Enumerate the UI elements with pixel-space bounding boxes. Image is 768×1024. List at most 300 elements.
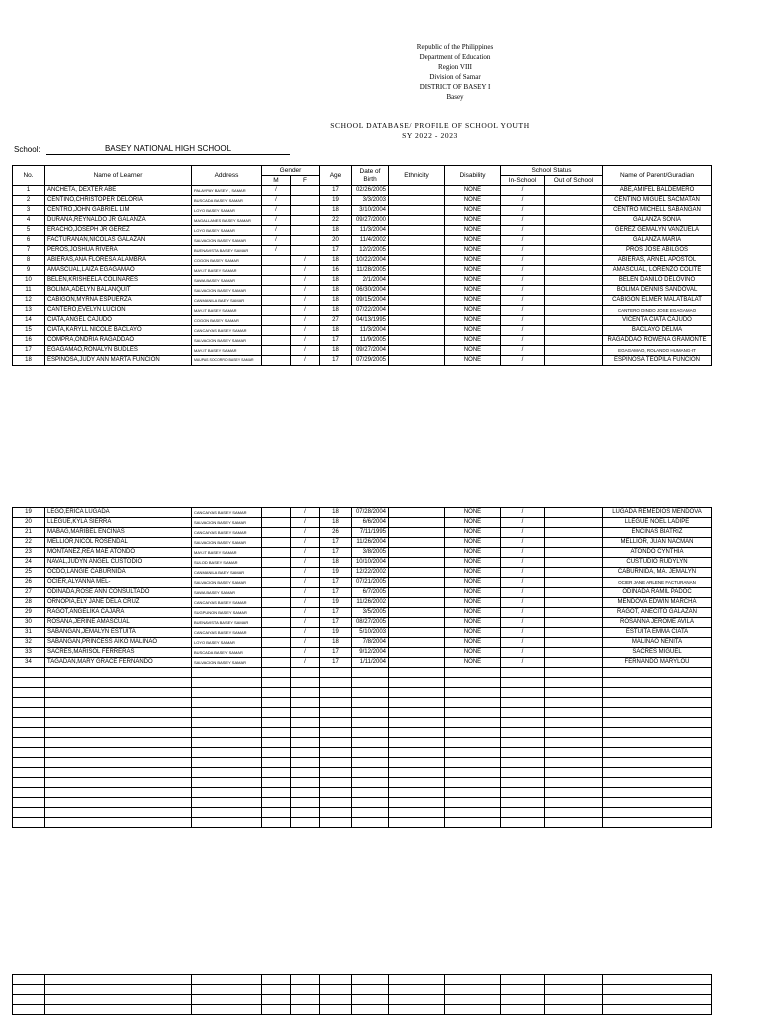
cell-f xyxy=(291,186,320,196)
cell-dis: NONE xyxy=(445,568,501,578)
empty-cell xyxy=(262,975,291,985)
empty-cell xyxy=(291,718,320,728)
cell-dis: NONE xyxy=(445,226,501,236)
cell-dis: NONE xyxy=(445,578,501,588)
cell-parent: CABIGON ELMER MALATBALAT xyxy=(603,296,712,306)
cell-age: 18 xyxy=(320,346,352,356)
cell-name: CANTERO,EVELYN LUCION xyxy=(45,306,192,316)
cell-parent: MALINAO NENITA xyxy=(603,638,712,648)
cell-m xyxy=(262,356,291,366)
cell-no: 31 xyxy=(13,628,45,638)
cell-dis: NONE xyxy=(445,598,501,608)
empty-cell xyxy=(291,985,320,995)
cell-m xyxy=(262,548,291,558)
cell-out xyxy=(545,588,603,598)
empty-cell xyxy=(13,728,45,738)
cell-name: ODINADA,ROSE ANN CONSULTADO xyxy=(45,588,192,598)
cell-ins: / xyxy=(501,558,545,568)
cell-out xyxy=(545,638,603,648)
cell-ins: / xyxy=(501,608,545,618)
cell-name: ROSANA,JERINE AMASCUAL xyxy=(45,618,192,628)
cell-m xyxy=(262,326,291,336)
empty-cell xyxy=(45,818,192,828)
learner-table-1 xyxy=(12,165,712,366)
cell-m xyxy=(262,608,291,618)
empty-cell xyxy=(445,788,501,798)
cell-m xyxy=(262,306,291,316)
empty-cell xyxy=(192,768,262,778)
cell-out xyxy=(545,628,603,638)
empty-cell xyxy=(603,808,712,818)
table-row xyxy=(13,558,712,568)
empty-cell xyxy=(13,995,45,1005)
table-row xyxy=(13,186,712,196)
cell-dis: NONE xyxy=(445,266,501,276)
cell-no: 13 xyxy=(13,306,45,316)
empty-cell xyxy=(501,798,545,808)
empty-cell xyxy=(262,995,291,1005)
cell-m xyxy=(262,578,291,588)
col-age: Age xyxy=(320,166,352,186)
cell-age: 17 xyxy=(320,608,352,618)
empty-cell xyxy=(262,708,291,718)
cell-ins: / xyxy=(501,256,545,266)
cell-age: 20 xyxy=(320,236,352,246)
cell-ins: / xyxy=(501,186,545,196)
empty-cell xyxy=(262,688,291,698)
cell-f: / xyxy=(291,648,320,658)
table-row xyxy=(13,266,712,276)
school-name: BASEY NATIONAL HIGH SCHOOL xyxy=(46,144,290,155)
empty-cell xyxy=(352,995,389,1005)
empty-cell xyxy=(192,748,262,758)
table-row xyxy=(13,568,712,578)
cell-age: 18 xyxy=(320,286,352,296)
table-row xyxy=(13,628,712,638)
cell-m xyxy=(262,658,291,668)
cell-age: 18 xyxy=(320,226,352,236)
cell-out xyxy=(545,578,603,588)
empty-cell xyxy=(389,975,445,985)
table-row xyxy=(13,618,712,628)
cell-address: LOYO BASEY SAMAR xyxy=(192,638,262,648)
empty-cell xyxy=(13,788,45,798)
empty-cell xyxy=(389,748,445,758)
empty-cell xyxy=(352,678,389,688)
cell-address: SAWA BASEY SAMAR xyxy=(192,276,262,286)
empty-cell xyxy=(501,808,545,818)
cell-dis: NONE xyxy=(445,356,501,366)
cell-out xyxy=(545,206,603,216)
cell-dob: 5/10/2003 xyxy=(352,628,389,638)
empty-cell xyxy=(192,688,262,698)
cell-f: / xyxy=(291,346,320,356)
cell-ins: / xyxy=(501,568,545,578)
cell-out xyxy=(545,196,603,206)
empty-cell xyxy=(445,975,501,985)
cell-dob: 10/22/2004 xyxy=(352,256,389,266)
cell-out xyxy=(545,336,603,346)
header-line: Region VIII xyxy=(438,63,472,71)
empty-cell xyxy=(389,798,445,808)
cell-no: 21 xyxy=(13,528,45,538)
cell-eth xyxy=(389,628,445,638)
cell-parent: PROS JOSE ABILGOS xyxy=(603,246,712,256)
cell-f: / xyxy=(291,538,320,548)
table-body-3 xyxy=(13,975,712,1015)
cell-address: CANCAIYAS BASEY SAMAR xyxy=(192,528,262,538)
cell-f: / xyxy=(291,628,320,638)
cell-address: CANCAIYAS BASEY SAMAR xyxy=(192,598,262,608)
empty-row xyxy=(13,778,712,788)
empty-cell xyxy=(352,788,389,798)
empty-cell xyxy=(192,808,262,818)
empty-cell xyxy=(45,798,192,808)
empty-row xyxy=(13,688,712,698)
cell-f: / xyxy=(291,286,320,296)
cell-no: 30 xyxy=(13,618,45,628)
empty-row xyxy=(13,975,712,985)
empty-cell xyxy=(352,818,389,828)
cell-parent: EGAGAMAO, ROLANDO HUMANG-IT xyxy=(603,346,712,356)
cell-ins: / xyxy=(501,588,545,598)
cell-eth xyxy=(389,346,445,356)
empty-cell xyxy=(501,708,545,718)
cell-dob: 11/26/2004 xyxy=(352,538,389,548)
header-line: Basey xyxy=(446,93,464,101)
cell-address: CANCAIYAS BASEY SAMAR xyxy=(192,326,262,336)
empty-cell xyxy=(445,678,501,688)
cell-f xyxy=(291,216,320,226)
empty-cell xyxy=(291,728,320,738)
cell-out xyxy=(545,618,603,628)
empty-cell xyxy=(545,778,603,788)
cell-no: 14 xyxy=(13,316,45,326)
empty-cell xyxy=(501,975,545,985)
cell-dob: 11/28/2005 xyxy=(352,266,389,276)
cell-address: COGON BASEY SAMAR xyxy=(192,316,262,326)
cell-ins: / xyxy=(501,538,545,548)
empty-cell xyxy=(501,788,545,798)
empty-cell xyxy=(262,718,291,728)
cell-address: SULOD BASEY SAMAR xyxy=(192,558,262,568)
empty-cell xyxy=(192,758,262,768)
cell-ins: / xyxy=(501,276,545,286)
cell-no: 11 xyxy=(13,286,45,296)
empty-cell xyxy=(501,668,545,678)
empty-cell xyxy=(545,995,603,1005)
empty-cell xyxy=(320,818,352,828)
header-line: Republic of the Philippines xyxy=(416,43,494,51)
learner-table-2 xyxy=(12,507,712,828)
cell-dis: NONE xyxy=(445,206,501,216)
cell-ins: / xyxy=(501,528,545,538)
header-line: Division of Samar xyxy=(429,73,481,81)
school-year: SY 2022 - 2023 xyxy=(402,131,458,140)
empty-cell xyxy=(320,668,352,678)
cell-name: EGAGAMAO,RONALYN BUDLES xyxy=(45,346,192,356)
cell-ins: / xyxy=(501,236,545,246)
cell-m xyxy=(262,598,291,608)
cell-f: / xyxy=(291,658,320,668)
cell-m xyxy=(262,346,291,356)
table-row xyxy=(13,216,712,226)
empty-row xyxy=(13,1005,712,1015)
cell-f: / xyxy=(291,588,320,598)
table-row xyxy=(13,598,712,608)
empty-cell xyxy=(501,778,545,788)
empty-cell xyxy=(45,668,192,678)
cell-name: ORNOPIA,ELY JANE DELA CRUZ xyxy=(45,598,192,608)
empty-cell xyxy=(13,985,45,995)
cell-dob: 07/22/2004 xyxy=(352,306,389,316)
cell-name: ESPINOSA,JUDY ANN MARTA FUNCION xyxy=(45,356,192,366)
cell-out xyxy=(545,648,603,658)
table-body-1 xyxy=(13,186,712,366)
empty-cell xyxy=(545,728,603,738)
cell-dis: NONE xyxy=(445,588,501,598)
cell-age: 17 xyxy=(320,648,352,658)
empty-cell xyxy=(545,748,603,758)
empty-cell xyxy=(545,758,603,768)
empty-cell xyxy=(45,688,192,698)
cell-f: / xyxy=(291,598,320,608)
cell-no: 17 xyxy=(13,346,45,356)
empty-cell xyxy=(262,758,291,768)
cell-age: 18 xyxy=(320,326,352,336)
cell-dob: 06/30/2004 xyxy=(352,286,389,296)
cell-name: CABIGON,MYRNA ESPUERZA xyxy=(45,296,192,306)
empty-row xyxy=(13,728,712,738)
table-row xyxy=(13,538,712,548)
cell-address: LOYO BASEY SAMAR xyxy=(192,206,262,216)
cell-name: LLEGUE,KYLA SIERRA xyxy=(45,518,192,528)
cell-dob: 07/28/2004 xyxy=(352,508,389,518)
cell-address: CANMANILA BAEY SAMAR xyxy=(192,296,262,306)
cell-name: DURANA,REYNALDO JR GALANZA xyxy=(45,216,192,226)
table-row xyxy=(13,276,712,286)
cell-no: 33 xyxy=(13,648,45,658)
cell-eth xyxy=(389,236,445,246)
cell-eth xyxy=(389,528,445,538)
cell-f: / xyxy=(291,568,320,578)
cell-address: PALAYPAY BASEY , SAMAR xyxy=(192,186,262,196)
cell-dis: NONE xyxy=(445,296,501,306)
cell-age: 17 xyxy=(320,548,352,558)
cell-age: 16 xyxy=(320,266,352,276)
empty-cell xyxy=(445,718,501,728)
empty-cell xyxy=(445,748,501,758)
cell-name: FACTURANAN,NICOLAS GALAZAN xyxy=(45,236,192,246)
empty-cell xyxy=(13,738,45,748)
cell-address: SALVACION BASEY SAMAR xyxy=(192,518,262,528)
cell-ins: / xyxy=(501,216,545,226)
cell-out xyxy=(545,216,603,226)
cell-dob: 3/5/2005 xyxy=(352,608,389,618)
empty-cell xyxy=(352,708,389,718)
cell-name: BELEN,KRISHEELA COLINARES xyxy=(45,276,192,286)
empty-cell xyxy=(389,718,445,728)
empty-cell xyxy=(262,985,291,995)
cell-age: 18 xyxy=(320,638,352,648)
empty-cell xyxy=(603,748,712,758)
table-row xyxy=(13,326,712,336)
cell-f: / xyxy=(291,356,320,366)
empty-cell xyxy=(603,718,712,728)
empty-cell xyxy=(192,778,262,788)
empty-cell xyxy=(320,985,352,995)
cell-ins: / xyxy=(501,618,545,628)
empty-cell xyxy=(389,818,445,828)
empty-cell xyxy=(603,688,712,698)
cell-eth xyxy=(389,196,445,206)
cell-f: / xyxy=(291,608,320,618)
empty-cell xyxy=(389,688,445,698)
empty-cell xyxy=(320,678,352,688)
cell-no: 10 xyxy=(13,276,45,286)
empty-cell xyxy=(501,985,545,995)
cell-dob: 3/8/2005 xyxy=(352,548,389,558)
empty-cell xyxy=(291,678,320,688)
cell-age: 18 xyxy=(320,256,352,266)
cell-m: / xyxy=(262,246,291,256)
empty-cell xyxy=(262,728,291,738)
cell-address: BUENAVISTA BASEY SAMAR xyxy=(192,618,262,628)
table-row xyxy=(13,306,712,316)
empty-row xyxy=(13,718,712,728)
cell-parent: LLEGUE NOEL LADIPE xyxy=(603,518,712,528)
cell-ins: / xyxy=(501,296,545,306)
empty-cell xyxy=(501,678,545,688)
cell-name: RAGOT,ANGELIKA CAJARA xyxy=(45,608,192,618)
cell-ins: / xyxy=(501,648,545,658)
empty-cell xyxy=(501,818,545,828)
cell-out xyxy=(545,568,603,578)
empty-cell xyxy=(501,738,545,748)
col-parent: Name of Parent/Guradian xyxy=(603,166,712,186)
cell-address: MAY-IT BASEY SAMAR xyxy=(192,548,262,558)
cell-parent: BELEN DANILO DELOVINO xyxy=(603,276,712,286)
cell-parent: GALANZA MARIA xyxy=(603,236,712,246)
cell-m: / xyxy=(262,226,291,236)
cell-m xyxy=(262,638,291,648)
cell-dob: 11/3/2004 xyxy=(352,326,389,336)
empty-row xyxy=(13,768,712,778)
empty-cell xyxy=(13,1005,45,1015)
cell-f: / xyxy=(291,528,320,538)
cell-dob: 6/7/2005 xyxy=(352,588,389,598)
empty-cell xyxy=(545,708,603,718)
col-disability: Disability xyxy=(445,166,501,186)
empty-cell xyxy=(192,985,262,995)
document-title: SCHOOL DATABASE/ PROFILE OF SCHOOL YOUTH xyxy=(330,121,530,130)
empty-cell xyxy=(13,678,45,688)
empty-cell xyxy=(501,728,545,738)
empty-cell xyxy=(192,718,262,728)
table-row xyxy=(13,256,712,266)
empty-cell xyxy=(291,995,320,1005)
empty-cell xyxy=(389,698,445,708)
cell-address: SALVACION BASEY SAMAR xyxy=(192,538,262,548)
empty-cell xyxy=(192,728,262,738)
empty-row xyxy=(13,678,712,688)
cell-parent: VICENTA CIATA CAJUDO xyxy=(603,316,712,326)
cell-no: 27 xyxy=(13,588,45,598)
cell-no: 18 xyxy=(13,356,45,366)
cell-f: / xyxy=(291,256,320,266)
empty-cell xyxy=(445,758,501,768)
empty-cell xyxy=(352,698,389,708)
empty-cell xyxy=(13,698,45,708)
empty-cell xyxy=(45,975,192,985)
empty-cell xyxy=(291,758,320,768)
empty-cell xyxy=(45,788,192,798)
cell-dob: 10/10/2004 xyxy=(352,558,389,568)
empty-cell xyxy=(352,985,389,995)
cell-no: 9 xyxy=(13,266,45,276)
cell-out xyxy=(545,528,603,538)
empty-cell xyxy=(603,738,712,748)
table-row xyxy=(13,246,712,256)
cell-no: 4 xyxy=(13,216,45,226)
cell-dob: 11/26/2002 xyxy=(352,598,389,608)
cell-parent: CANTERO DINDO JOSE EGAGAMAO xyxy=(603,306,712,316)
cell-parent: CENTRO MICHELL SABANGAN xyxy=(603,206,712,216)
empty-cell xyxy=(545,818,603,828)
empty-cell xyxy=(45,778,192,788)
cell-ins: / xyxy=(501,336,545,346)
cell-dis: NONE xyxy=(445,326,501,336)
cell-address: COGON BASEY SAMAR xyxy=(192,256,262,266)
cell-address: BUSCADA BASEY SAMAR xyxy=(192,196,262,206)
cell-address: BUSCADA BASEY SAMAR xyxy=(192,648,262,658)
cell-dis: NONE xyxy=(445,236,501,246)
cell-age: 18 xyxy=(320,276,352,286)
cell-age: 18 xyxy=(320,558,352,568)
cell-ins: / xyxy=(501,286,545,296)
cell-eth xyxy=(389,276,445,286)
cell-out xyxy=(545,226,603,236)
cell-parent: BOLIMA DENNIS SANDOVAL xyxy=(603,286,712,296)
cell-age: 18 xyxy=(320,206,352,216)
cell-m: / xyxy=(262,186,291,196)
cell-ins: / xyxy=(501,246,545,256)
cell-m: / xyxy=(262,236,291,246)
cell-eth xyxy=(389,186,445,196)
cell-age: 22 xyxy=(320,216,352,226)
cell-ins: / xyxy=(501,598,545,608)
cell-address: MAY-IT BASEY SAMAR xyxy=(192,346,262,356)
empty-cell xyxy=(262,738,291,748)
empty-cell xyxy=(45,768,192,778)
cell-out xyxy=(545,598,603,608)
empty-row xyxy=(13,788,712,798)
empty-cell xyxy=(13,668,45,678)
cell-dis: NONE xyxy=(445,216,501,226)
cell-parent: ABIERAS, ARNEL APOSTOL xyxy=(603,256,712,266)
col-out-school: Out of School xyxy=(545,176,603,186)
empty-cell xyxy=(545,768,603,778)
empty-cell xyxy=(45,678,192,688)
empty-row xyxy=(13,738,712,748)
cell-age: 17 xyxy=(320,538,352,548)
cell-f: / xyxy=(291,558,320,568)
empty-cell xyxy=(262,768,291,778)
cell-name: NAVAL,JUDYN ANGEL CUSTODIO xyxy=(45,558,192,568)
empty-cell xyxy=(545,698,603,708)
cell-f: / xyxy=(291,306,320,316)
cell-eth xyxy=(389,558,445,568)
